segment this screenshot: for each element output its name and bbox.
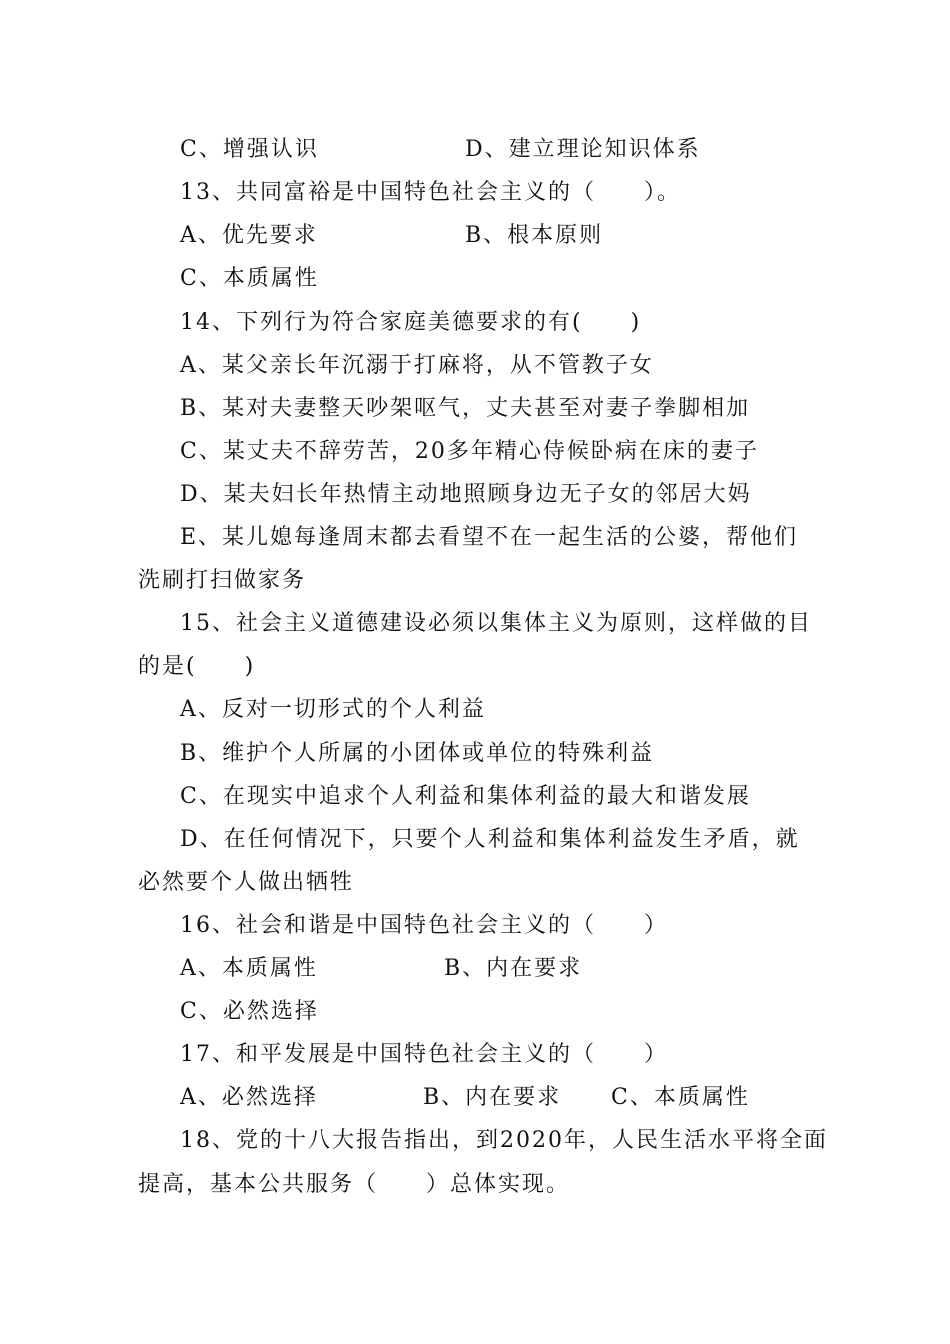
q13-option-c: C、本质属性	[180, 266, 319, 291]
q13-option-b: B、根本原则	[465, 223, 604, 248]
q15-option-b: B、维护个人所属的小团体或单位的特殊利益	[180, 741, 655, 766]
q16-option-a: A、本质属性	[180, 956, 318, 981]
q13-option-a: A、优先要求	[180, 223, 318, 248]
q17-option-c: C、本质属性	[611, 1085, 750, 1110]
q15-option-d-continued: 必然要个人做出牺牲	[138, 870, 355, 895]
q14-option-c: C、某丈夫不辞劳苦，20多年精心侍候卧病在床的妻子	[180, 439, 759, 464]
q14-option-e-continued: 洗刷打扫做家务	[138, 568, 307, 593]
q12-option-c: C、增强认识	[180, 137, 319, 162]
q13-question: 13、共同富裕是中国特色社会主义的（ ）。	[180, 180, 681, 205]
q14-option-b: B、某对夫妻整天吵架呕气，丈夫甚至对妻子拳脚相加	[180, 396, 751, 421]
q16-question: 16、社会和谐是中国特色社会主义的（ ）	[180, 913, 668, 938]
q12-option-d: D、建立理论知识体系	[465, 137, 701, 162]
q17-option-a: A、必然选择	[180, 1085, 318, 1110]
q16-option-b: B、内在要求	[444, 956, 583, 981]
q16-option-c: C、必然选择	[180, 999, 319, 1024]
q15-question: 15、社会主义道德建设必须以集体主义为原则，这样做的目	[180, 611, 812, 636]
q14-option-e: E、某儿媳每逢周末都去看望不在一起生活的公婆，帮他们	[180, 525, 799, 550]
q15-option-d: D、在任何情况下，只要个人利益和集体利益发生矛盾，就	[180, 827, 800, 852]
q15-option-c: C、在现实中追求个人利益和集体利益的最大和谐发展	[180, 784, 751, 809]
q14-option-a: A、某父亲长年沉溺于打麻将，从不管教子女	[180, 353, 654, 378]
q17-option-b: B、内在要求	[423, 1085, 562, 1110]
q15-question-continued: 的是( )	[138, 654, 256, 679]
q17-question: 17、和平发展是中国特色社会主义的（ ）	[180, 1042, 668, 1067]
q15-option-a: A、反对一切形式的个人利益	[180, 697, 486, 722]
q18-question: 18、党的十八大报告指出，到2020年，人民生活水平将全面	[180, 1128, 828, 1153]
q14-question: 14、下列行为符合家庭美德要求的有( )	[180, 310, 642, 335]
q18-question-continued: 提高，基本公共服务（ ）总体实现。	[138, 1172, 571, 1197]
q14-option-d: D、某夫妇长年热情主动地照顾身边无子女的邻居大妈	[180, 482, 752, 507]
